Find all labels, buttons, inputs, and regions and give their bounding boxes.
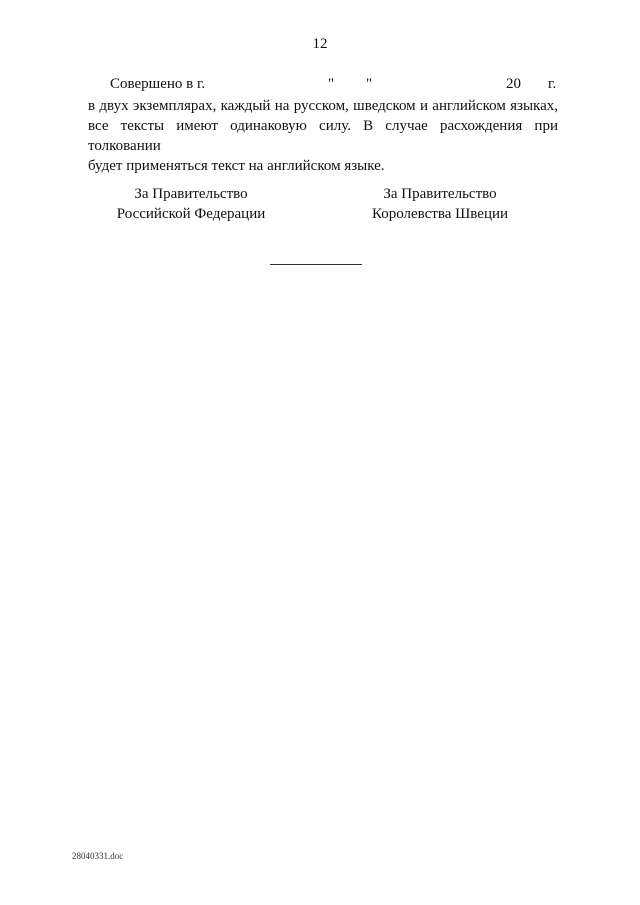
paragraph-line: все тексты имеют одинаковую силу. В случае расхождения при толковании — [88, 118, 558, 154]
date-quote-close: " — [366, 76, 373, 92]
paragraph-line: в двух экземплярах, каждый на русском, шведском и английском языках, — [88, 98, 558, 114]
signature-block-sweden — [340, 184, 540, 224]
done-at-label: Совершено в г. — [110, 76, 206, 92]
year-prefix: 20 — [506, 76, 521, 92]
place-date-line — [0, 76, 640, 96]
signature-block-russia — [91, 184, 291, 224]
closing-paragraph — [88, 96, 558, 176]
signature-party: Королевства Швеции — [371, 206, 509, 222]
paragraph-line: будет применяться текст на английском языке. — [88, 158, 385, 174]
year-suffix: г. — [548, 76, 557, 92]
signature-party: Российской Федерации — [116, 206, 266, 222]
footer-filename: 28040331.doc — [72, 851, 124, 861]
page-number: 12 — [312, 36, 328, 52]
end-divider — [270, 264, 362, 265]
signature-heading: За Правительство — [134, 186, 248, 202]
signature-heading: За Правительство — [383, 186, 497, 202]
date-quote-open: " — [328, 76, 335, 92]
